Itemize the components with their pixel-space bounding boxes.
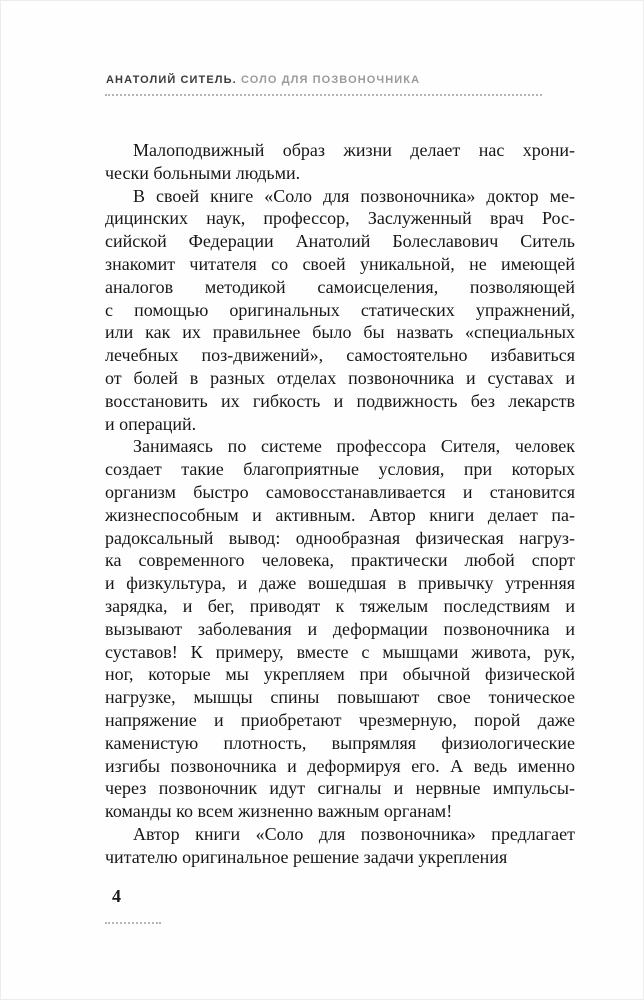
header-dotted-divider: [105, 94, 542, 96]
text-line: и операций.: [105, 413, 197, 434]
body-text: [105, 139, 575, 869]
page-number-dotted-underline: [105, 922, 161, 924]
running-header: [106, 74, 574, 86]
text-line: нагрузке, мышцы спины повышают свое тоническое: [105, 687, 575, 708]
text-line: восстановить их гибкость и подвижность без лекарств: [105, 390, 575, 411]
text-line: ног, которые мы укрепляем при обычной физической: [105, 664, 575, 685]
text-line: лечебных поз-движений», самостоятельно избавиться: [105, 345, 575, 366]
paragraph: [105, 823, 575, 869]
paragraph: [105, 185, 575, 436]
text-line: суставов! К примеру, вместе с мышцами живота, рук,: [105, 641, 575, 662]
text-line: Автор книги «Соло для позвоночника» предлагает: [133, 823, 575, 844]
text-line: аналогов методикой самоисцеления, позволяющей: [105, 276, 575, 297]
text-line: и физкультура, и даже вошедшая в привычку утренняя: [105, 573, 575, 594]
paragraph: [105, 139, 575, 185]
text-line: радоксальный вывод: однообразная физическая нагруз-: [105, 527, 575, 548]
text-line: ка современного человека, практически любой спорт: [105, 550, 575, 571]
running-header-author: АНАТОЛИЙ СИТЕЛЬ.: [106, 74, 241, 86]
text-line: с помощью оригинальных статических упражнений,: [105, 299, 575, 320]
running-header-title: СОЛО ДЛЯ ПОЗВОНОЧНИКА: [240, 74, 421, 86]
page-number: 4: [112, 886, 121, 906]
text-line: читателю оригинальное решение задачи укрепления: [105, 846, 508, 867]
text-line: или как их правильнее было бы назвать «специальных: [105, 322, 575, 343]
text-line: каменистую плотность, выпрямляя физиологические: [105, 732, 575, 753]
text-line: напряжение и приобретают чрезмерную, порой даже: [105, 709, 575, 730]
text-line: команды ко всем жизненно важным органам!: [105, 801, 453, 822]
text-line: через позвоночник идут сигналы и нервные импульсы-: [105, 778, 575, 799]
text-line: организм быстро самовосстанавливается и становится: [105, 481, 575, 502]
text-line: изгибы позвоночника и деформируя его. А ведь именно: [105, 755, 575, 776]
text-line: от болей в разных отделах позвоночника и суставах и: [105, 367, 575, 388]
text-line: сийской Федерации Анатолий Болеславович Ситель: [105, 231, 575, 252]
text-line: зарядка, и бег, приводят к тяжелым последствиям и: [105, 595, 575, 616]
paragraph: [105, 435, 575, 823]
text-line: знакомит читателя со своей уникальной, не имеющей: [105, 253, 575, 274]
text-line: В своей книге «Соло для позвоночника» доктор ме-: [133, 185, 575, 206]
text-line: жизнеспособным и активным. Автор книги делает па-: [105, 504, 575, 525]
text-line: вызывают заболевания и деформации позвоночника и: [105, 618, 575, 639]
text-line: создает такие благоприятные условия, при которых: [105, 459, 575, 480]
text-line: Малоподвижный образ жизни делает нас хрони-: [133, 140, 575, 160]
text-line: Занимаясь по системе профессора Сителя, человек: [133, 436, 575, 457]
text-line: чески больными людьми.: [105, 162, 301, 183]
text-line: дицинских наук, профессор, Заслуженный врач Рос-: [105, 208, 575, 229]
